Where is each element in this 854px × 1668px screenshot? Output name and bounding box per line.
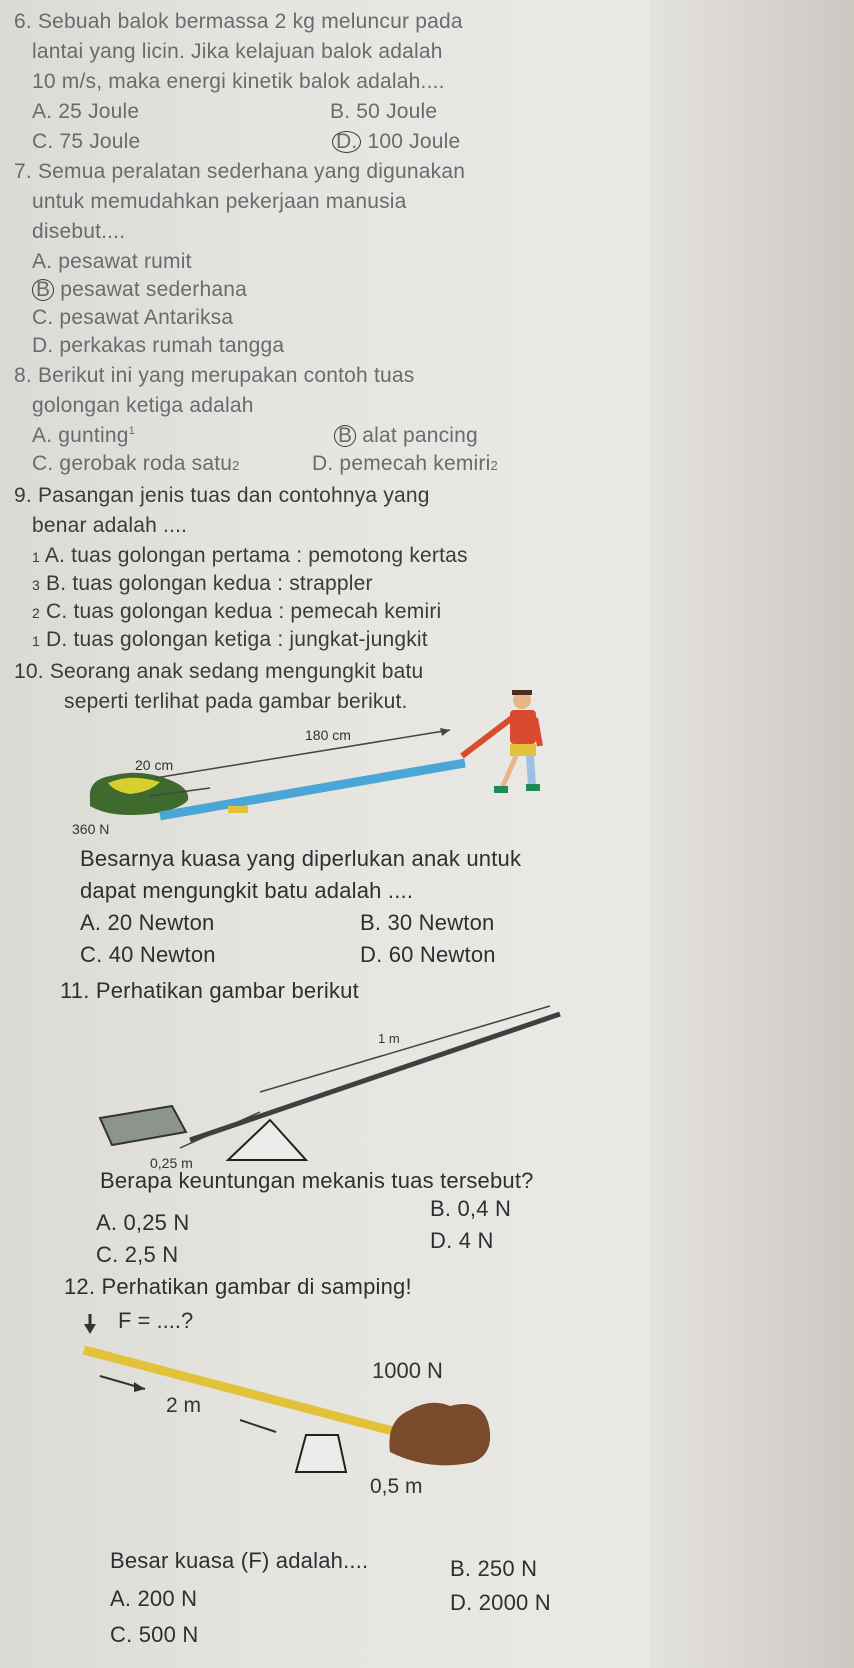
q11-option-c: C. 2,5 N <box>96 1242 179 1267</box>
q11-option-d: D. 4 N <box>430 1228 494 1253</box>
q10-line-2: seperti terlihat pada gambar berikut. <box>64 690 408 713</box>
q7-option-c: C. pesawat Antariksa <box>32 306 234 329</box>
q6-option-b: B. 50 Joule <box>330 100 438 123</box>
q10-option-d: D. 60 Newton <box>360 942 496 967</box>
q8-option-b: B alat pancing <box>334 424 478 448</box>
long-arm-arrow-head <box>134 1382 145 1392</box>
answer-circle: B <box>334 425 356 447</box>
background-table <box>650 0 854 1668</box>
long-arm-label: 2 m <box>166 1394 202 1417</box>
q12-title: 12. Perhatikan gambar di samping! <box>64 1274 412 1299</box>
q7-option-a: A. pesawat rumit <box>32 250 192 273</box>
q8-option-a: A. gunting$^1$ <box>32 424 135 447</box>
q8-line-2: golongan ketiga adalah <box>32 394 254 417</box>
fulcrum <box>228 806 248 813</box>
load-label: 360 N <box>72 821 110 837</box>
q9-option-d: 1 D. tuas golongan ketiga : jungkat-jungkit <box>32 628 428 651</box>
q12-option-d: D. 2000 N <box>450 1590 551 1615</box>
q9-option-a: 1 A. tuas golongan pertama : pemotong kertas <box>32 544 468 567</box>
child-leg <box>502 756 516 788</box>
fulcrum <box>296 1435 346 1472</box>
q7-line-2: untuk memudahkan pekerjaan manusia <box>32 190 407 213</box>
rock-shape <box>389 1403 490 1466</box>
q8-option-d: D. pemecah kemiri2 <box>312 452 498 475</box>
short-arm-label: 20 cm <box>135 757 174 773</box>
q7-option-b: B pesawat sederhana <box>32 278 247 302</box>
q11-option-a: A. 0,25 N <box>96 1210 190 1235</box>
q12-option-c: C. 500 N <box>110 1622 199 1647</box>
q11-question: Berapa keuntungan mekanis tuas tersebut? <box>100 1168 534 1193</box>
q6-line-3: 10 m/s, maka energi kinetik balok adalah.... <box>32 70 445 93</box>
q9-line-1: 9. Pasangan jenis tuas dan contohnya yang <box>14 484 430 507</box>
q10-option-a: A. 20 Newton <box>80 910 215 935</box>
fulcrum <box>228 1120 306 1160</box>
lever-bar <box>160 763 465 816</box>
q12-lever-figure <box>70 1302 560 1502</box>
q10-question-2: dapat mengungkit batu adalah .... <box>80 878 414 903</box>
fulcrum-pointer <box>240 1420 276 1432</box>
q6-line-1: 6. Sebuah balok bermassa 2 kg meluncur pada <box>14 10 463 33</box>
answer-circle: B <box>32 279 54 301</box>
q11-lever-figure <box>80 1000 580 1170</box>
q7-option-d: D. perkakas rumah tangga <box>32 334 285 357</box>
lever-bar <box>190 1014 560 1140</box>
q8-option-c: C. gerobak roda satu2 <box>32 452 240 475</box>
child-hair <box>512 690 532 695</box>
q9-option-c: 2 C. tuas golongan kedua : pemecah kemiri <box>32 600 442 623</box>
q6-option-a: A. 25 Joule <box>32 100 140 123</box>
load-label: 1000 N <box>372 1358 443 1383</box>
long-arm-label: 1 m <box>378 1031 400 1046</box>
q11-title: 11. Perhatikan gambar berikut <box>60 978 359 1003</box>
q7-line-3: disebut.... <box>32 220 126 243</box>
q10-option-c: C. 40 Newton <box>80 942 216 967</box>
q7-line-1: 7. Semua peralatan sederhana yang digunakan <box>14 160 466 183</box>
q6-option-d: D. 100 Joule <box>332 130 460 154</box>
force-label: F = ....? <box>118 1308 194 1333</box>
q8-line-1: 8. Berikut ini yang merupakan contoh tuas <box>14 364 415 387</box>
answer-circle: D. <box>332 131 361 153</box>
child-leg-2 <box>530 756 532 786</box>
child-shoe <box>494 786 508 793</box>
short-arm-label: 0,25 m <box>150 1155 193 1170</box>
q11-option-b: B. 0,4 N <box>430 1196 512 1221</box>
q10-lever-figure <box>70 688 570 838</box>
child-shoe-2 <box>526 784 540 791</box>
q9-line-2: benar adalah .... <box>32 514 188 537</box>
q9-option-b: 3 B. tuas golongan kedua : strappler <box>32 572 373 595</box>
q12-option-a: A. 200 N <box>110 1586 198 1611</box>
long-arm-label: 180 cm <box>305 727 351 743</box>
long-arm-arrow <box>260 1006 550 1092</box>
load-box <box>100 1106 186 1145</box>
child-arm <box>462 718 512 756</box>
short-arm-label: 0,5 m <box>370 1475 423 1498</box>
force-arrow-head <box>84 1324 96 1334</box>
child-shorts <box>510 744 536 756</box>
child-arm-back <box>535 718 540 746</box>
q6-line-2: lantai yang licin. Jika kelajuan balok adalah <box>32 40 443 63</box>
q12-option-b: B. 250 N <box>450 1556 538 1581</box>
q10-option-b: B. 30 Newton <box>360 910 495 935</box>
q10-line-1: 10. Seorang anak sedang mengungkit batu <box>14 660 424 683</box>
q6-option-c: C. 75 Joule <box>32 130 141 153</box>
q12-question: Besar kuasa (F) adalah.... <box>110 1548 369 1573</box>
child-shirt <box>510 710 536 744</box>
arm-arrow-head <box>440 728 450 736</box>
q10-question-1: Besarnya kuasa yang diperlukan anak untuk <box>80 846 522 871</box>
